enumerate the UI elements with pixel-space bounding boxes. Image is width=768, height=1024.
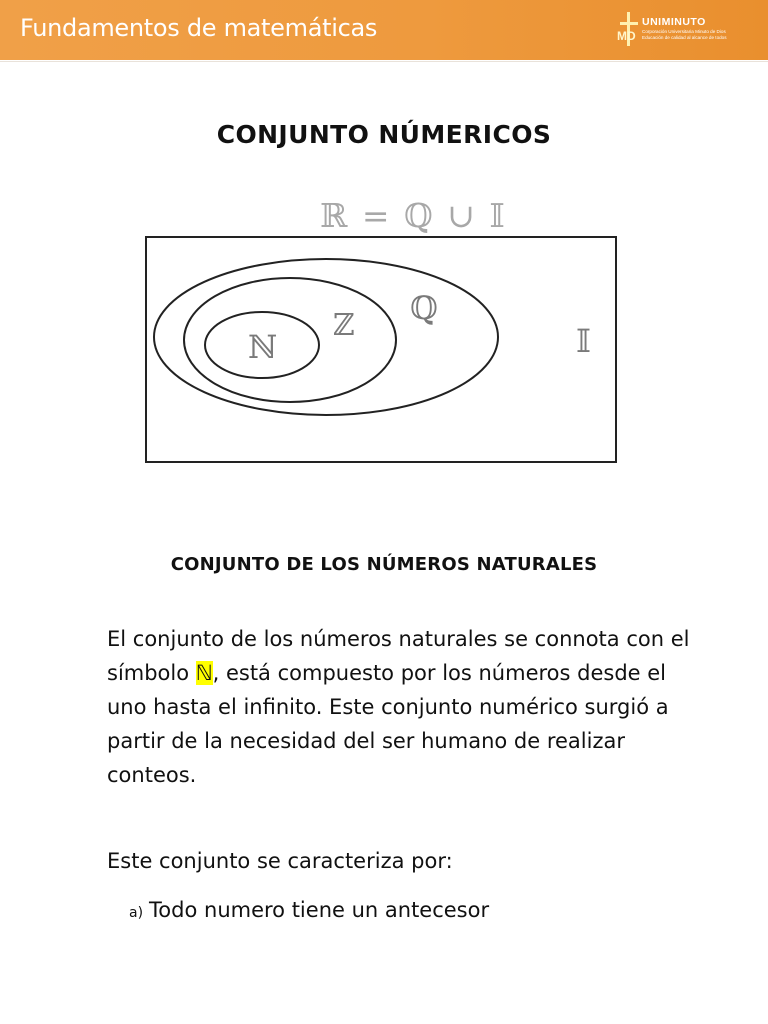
venn-label-n: ℕ (248, 328, 278, 366)
course-title: Fundamentos de matemáticas (20, 14, 378, 42)
header-bar (0, 0, 768, 60)
set-formula: ℝ = ℚ ∪ 𝕀 (320, 196, 507, 235)
logo-subtitle-1: Corporación Universitaria Minuto de Dios (642, 29, 726, 34)
list-item (129, 898, 489, 922)
venn-label-z: ℤ (333, 308, 355, 343)
header-divider (0, 61, 768, 62)
venn-outer-box (146, 237, 616, 462)
venn-z-ellipse (184, 278, 396, 402)
paragraph-text-before: El conjunto de los números naturales se connota con el símbolo (107, 627, 690, 685)
list-item-text: Todo numero tiene un antecesor (149, 898, 490, 922)
uniminuto-logo (616, 10, 746, 50)
venn-label-i: 𝕀 (576, 322, 591, 360)
characteristics-intro: Este conjunto se caracteriza por: (107, 849, 453, 873)
paragraph-text-after: , está compuesto por los números desde el uno hasta el infinito. Este conjunto numérico surgió a partir de la necesidad del ser humano de realizar conteos. (107, 661, 669, 787)
page-title: CONJUNTO NÚMERICOS (216, 120, 552, 149)
description-paragraph (107, 622, 707, 792)
logo-subtitle-2: Educación de calidad al alcance de todos (642, 35, 727, 40)
logo-name: UNIMINUTO (642, 16, 706, 28)
natural-symbol-highlight: ℕ (195, 661, 213, 685)
list-item-marker: a) (129, 905, 144, 921)
venn-label-q: ℚ (410, 289, 438, 327)
venn-diagram (140, 230, 625, 470)
section-subtitle: CONJUNTO DE LOS NÚMEROS NATURALES (170, 554, 598, 575)
logo-mark-text: MD (617, 29, 636, 43)
